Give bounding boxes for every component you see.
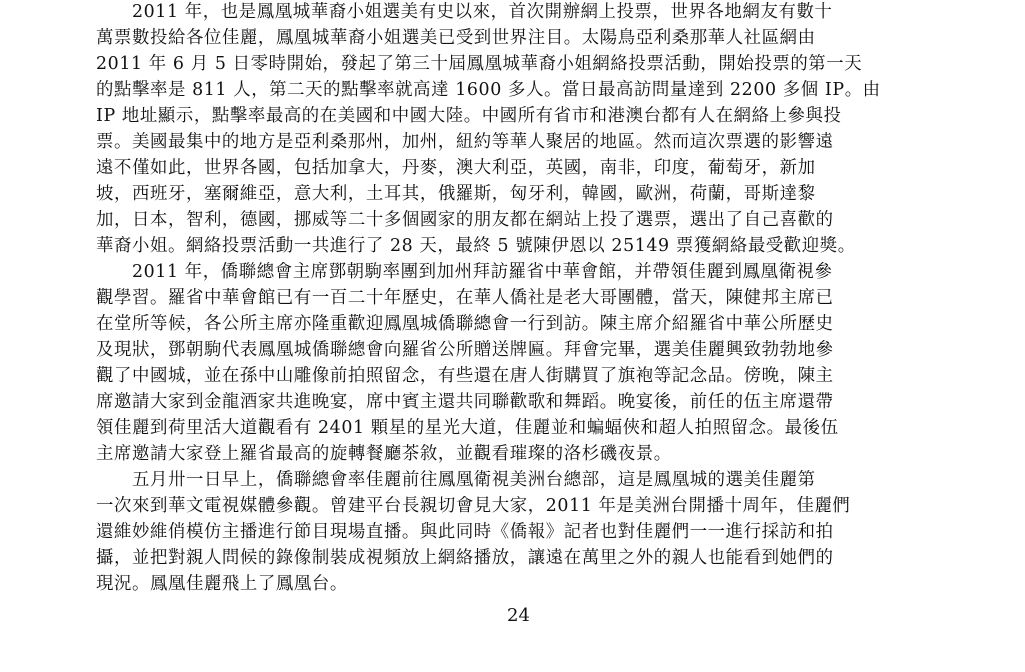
text-line: 還維妙維俏模仿主播進行節目現場直播。與此同時《僑報》記者也對佳麗們一一進行採訪和拍 [96, 522, 834, 542]
text-line: 現況。鳳凰佳麗飛上了鳳凰台。 [96, 574, 348, 594]
text-line: 加，日本，智利，德國，挪威等二十多個國家的朋友都在網站上投了選票，選出了自己喜歡的 [96, 210, 834, 230]
text-line: 主席邀請大家登上羅省最高的旋轉餐廳茶敘，並觀看璀璨的洛杉磯夜景。 [96, 444, 672, 464]
document-page [96, 0, 941, 672]
text-line: 席邀請大家到金龍酒家共進晚宴，席中賓主還共同聯歡歌和舞蹈。晚宴後，前任的伍主席還帶 [96, 392, 834, 412]
text-line: 票。美國最集中的地方是亞利桑那州，加州，紐約等華人聚居的地區。然而這次票選的影響遠 [96, 132, 834, 152]
text-line: 萬票數投給各位佳麗，鳳凰城華裔小姐選美已受到世界注目。太陽鳥亞利桑那華人社區網由 [96, 28, 816, 48]
text-line: 五月卅一日早上，僑聯總會率佳麗前往鳳凰衛視美洲台總部，這是鳳凰城的選美佳麗第 [96, 470, 816, 490]
text-line: 遠不僅如此，世界各國，包括加拿大，丹麥，澳大利亞，英國，南非，印度，葡萄牙，新加 [96, 158, 816, 178]
text-line: 2011 年，也是鳳凰城華裔小姐選美有史以來，首次開辦網上投票，世界各地網友有數十 [96, 2, 833, 22]
text-line: 觀了中國城，並在孫中山雕像前拍照留念，有些還在唐人街購買了旗袍等記念品。傍晚，陳主 [96, 366, 834, 386]
text-line: 觀學習。羅省中華會館已有一百二十年歷史，在華人僑社是老大哥團體，當天，陳健邦主席已 [96, 288, 834, 308]
text-line: 坡，西班牙，塞爾維亞，意大利，土耳其，俄羅斯，匈牙利，韓國，歐洲，荷蘭，哥斯達黎 [96, 184, 816, 204]
text-line: 2011 年，僑聯總會主席鄧朝駒率團到加州拜訪羅省中華會館，并帶領佳麗到鳳凰衛視參 [96, 262, 833, 282]
text-line: 及現狀，鄧朝駒代表鳳凰城僑聯總會向羅省公所贈送牌匾。拜會完畢，選美佳麗興致勃勃地參 [96, 340, 834, 360]
text-line: 一次來到華文電視媒體參觀。曾建平台長親切會見大家，2011 年是美洲台開播十周年，佳麗們 [96, 496, 851, 516]
text-line: 華裔小姐。網絡投票活動一共進行了 28 天，最終 5 號陳伊恩以 25149 票獲網絡最受歡迎獎。 [96, 236, 856, 256]
text-line: IP 地址顯示，點擊率最高的在美國和中國大陸。中國所有省市和港澳台都有人在網絡上參與投 [96, 106, 842, 126]
text-line: 攝，並把對親人問候的錄像制裝成視頻放上網絡播放，讓遠在萬里之外的親人也能看到她們的 [96, 548, 834, 568]
text-line: 在堂所等候，各公所主席亦隆重歡迎鳳凰城僑聯總會一行到訪。陳主席介紹羅省中華公所歷史 [96, 314, 834, 334]
text-line: 的點擊率是 811 人，第二天的點擊率就高達 1600 多人。當日最高訪問量達到 2200 多個 IP。由 [96, 80, 881, 100]
page-number: 24 [507, 605, 530, 626]
text-line: 領佳麗到荷里活大道觀看有 2401 顆星的星光大道，佳麗並和蝙蝠俠和超人拍照留念。最後伍 [96, 418, 839, 438]
text-line: 2011 年 6 月 5 日零時開始，發起了第三十屆鳳凰城華裔小姐網絡投票活動，開始投票的第一天 [96, 54, 863, 74]
